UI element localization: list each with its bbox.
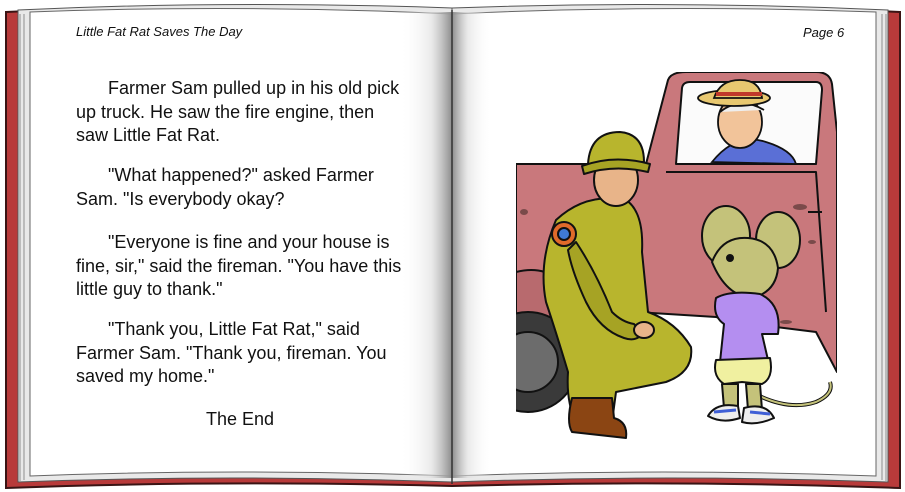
story-paragraph: Farmer Sam pulled up in his old pick up truck. He saw the fire engine, then saw Little Fat Rat. bbox=[76, 78, 400, 145]
gutter-shadow-right bbox=[452, 12, 492, 478]
story-illustration bbox=[516, 72, 837, 440]
gutter-shadow-left bbox=[400, 12, 452, 478]
story-paragraph: "Thank you, Little Fat Rat," said Farmer Sam. "Thank you, fireman. You saved my home." bbox=[76, 319, 387, 386]
page-number: Page 6 bbox=[803, 25, 845, 40]
story-paragraph: "Everyone is fine and your house is fine, sir," said the fireman. "You have this little guy to thank." bbox=[76, 232, 402, 299]
the-end-text: The End bbox=[206, 409, 275, 429]
story-paragraph: "What happened?" asked Farmer Sam. "Is everybody okay? bbox=[76, 165, 374, 209]
book-title-header: Little Fat Rat Saves The Day bbox=[76, 24, 243, 39]
